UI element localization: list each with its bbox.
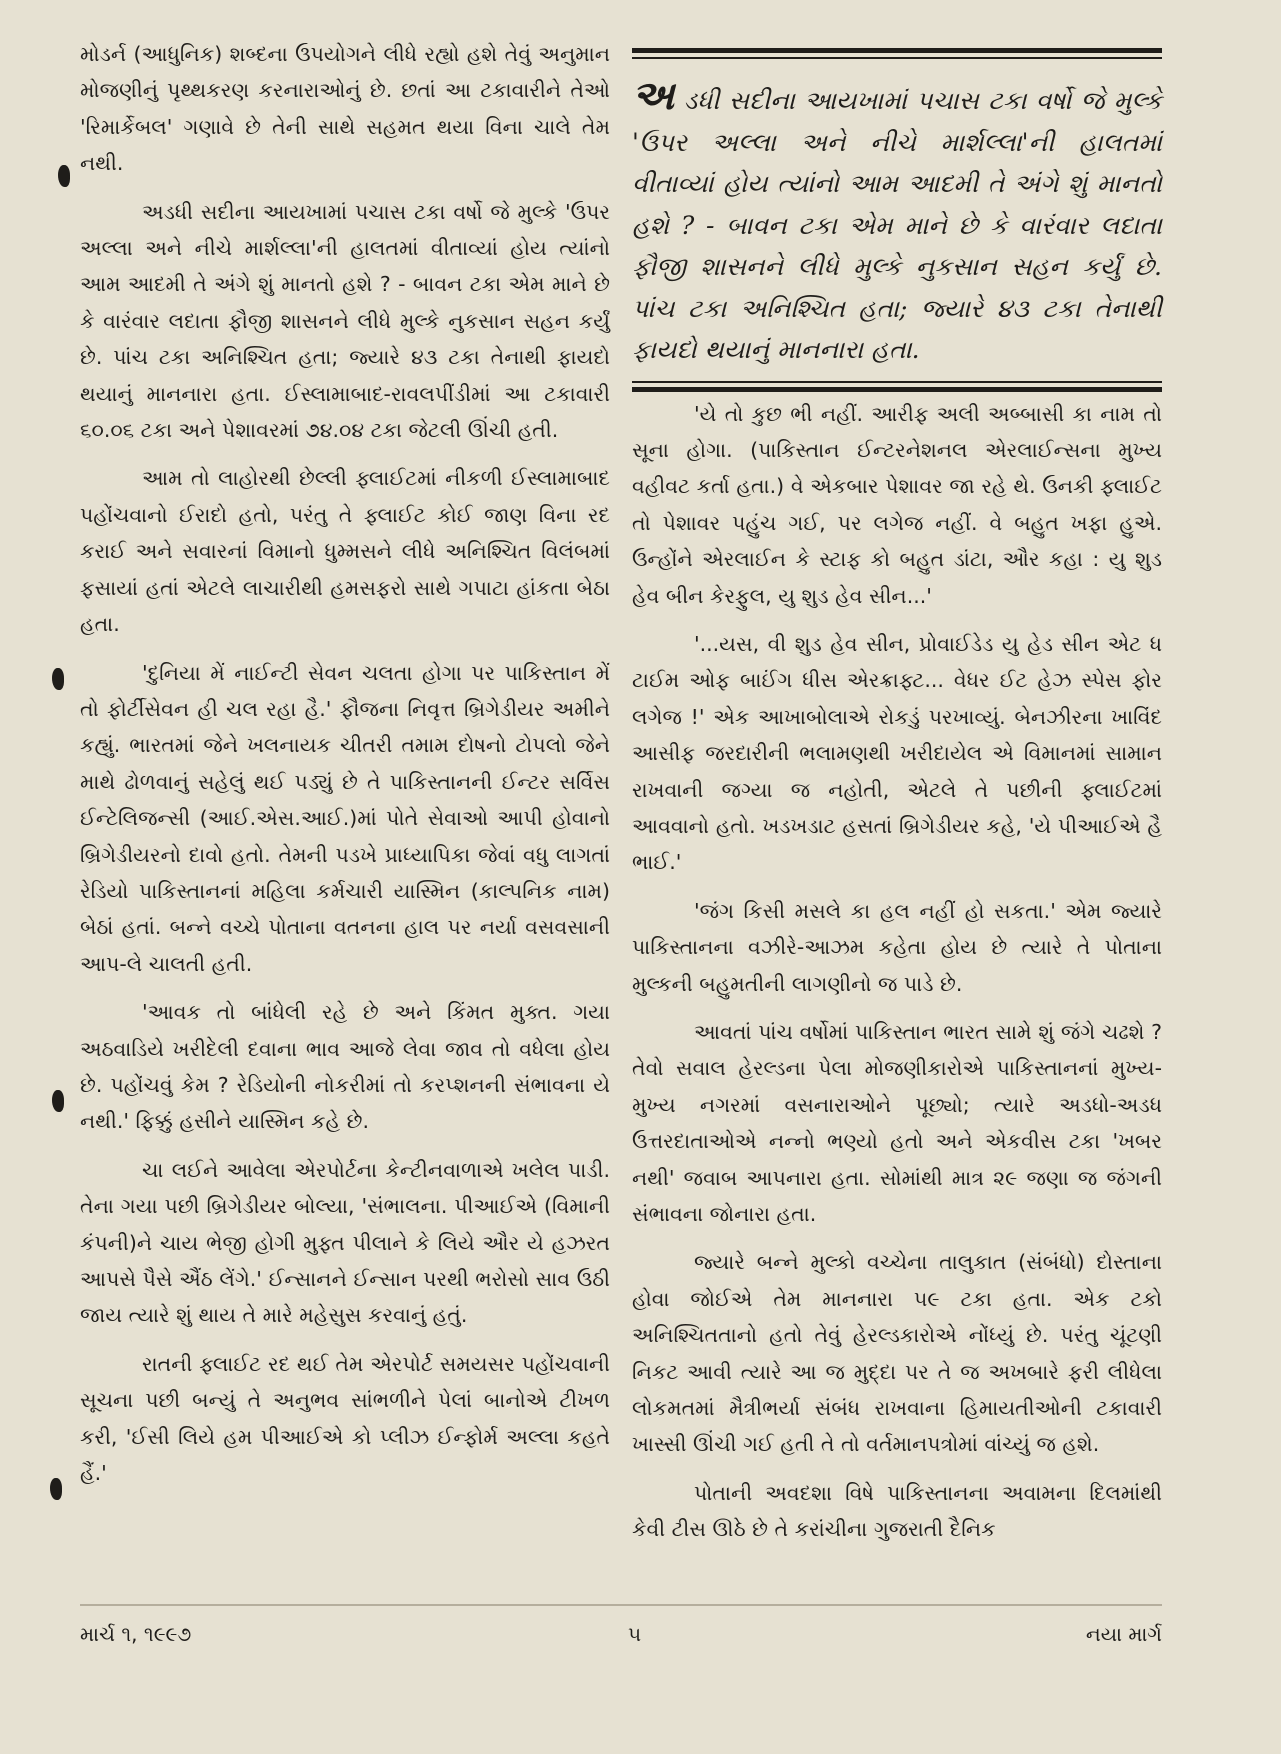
right-column-body [632,396,1162,1548]
page-number: ૫ [628,1622,642,1646]
right-paragraph-4: આવતાં પાંચ વર્ષોમાં પાકિસ્તાન ભારત સામે શું જંગે ચઢશે ? તેવો સવાલ હેરલ્ડના પેલા મોજણીકારોએ પાકિસ્તાનનાં મુખ્ય-મુખ્ય નગરમાં વસનારાઓને પૂછ્યો; ત્યારે અડધો-અડધ ઉત્તરદાતાઓએ નન્નો ભણ્યો હતો અને એકવીસ ટકા 'ખબર નથી' જવાબ આપનારા હતા. સોમાંથી માત્ર ૨૯ જણા જ જંગની સંભાવના જોનારા હતા. [632,1020,1162,1227]
magazine-name: નયા માર્ગ [1085,1622,1162,1646]
pullquote [632,59,1162,381]
left-paragraph-1: મોડર્ન (આધુનિક) શબ્દના ઉપયોગને લીધે રહ્યો હશે તેવું અનુમાન મોજણીનું પૃથ્થકરણ કરનારાઓનું છે. છતાં આ ટકાવારીને તેઓ 'રિમાર્કેબલ' ગણાવે છે તેની સાથે સહમત થયા વિના ચાલે તેમ નથી. [80,42,610,176]
pullquote-drop-letter: અ [632,72,675,119]
pullquote-text: ડધી સદીના આયખામાં પચાસ ટકા વર્ષો જે મુલ્કે 'ઉપર અલ્લા અને નીચે માર્શલ્લા'ની હાલતમાં વીતાવ્યાં હોય ત્યાંનો આમ આદમી તે અંગે શું માનતો હશે ? - બાવન ટકા એમ માને છે કે વારંવાર લદાતા ફૌજી શાસનને લીધે મુલ્કે નુકસાન સહન કર્યું છે. પાંચ ટકા અનિશ્ચિત હતા; જ્યારે ૪૩ ટકા તેનાથી ફાયદો થયાનું માનનારા હતા. [632,86,1163,364]
right-column [632,36,1162,1560]
right-paragraph-2: '...યસ, વી શુડ હેવ સીન, પ્રોવાઈડેડ યુ હેડ સીન એટ ધ ટાઈમ ઓફ બાઈંગ ધીસ એરક્રાફ્ટ... વેધર ઈટ હેઝ સ્પેસ ફોર લગેજ !' એક આખાબોલાએ રોકડું પરખાવ્યું. બેનઝીરના ખાવિંદ આસીફ જરદારીની ભલામણથી ખરીદાયેલ એ વિમાનમાં સામાન રાખવાની જગ્યા જ નહોતી, એટલે તે પછીની ફ્લાઈટમાં આવવાનો હતો. ખડખડાટ હસતાં બ્રિગેડીયર કહે, 'યે પીઆઈએ હૈ ભાઈ.' [632,631,1162,875]
left-paragraph-6: ચા લઈને આવેલા એરપોર્ટના કેન્ટીનવાળાએ ખલેલ પાડી. તેના ગયા પછી બ્રિગેડીયર બોલ્યા, 'સંભાલના. પીઆઈએ (વિમાની કંપની)ને ચાય ભેજી હોગી મુફ્ત પીલાને કે લિયે ઔર યે હઝરત આપસે પૈસે ઐંઠ લેંગે.' ઈન્સાનને ઈન્સાન પરથી ભરોસો સાવ ઉઠી જાય ત્યારે શું થાય તે મારે મહેસુસ કરવાનું હતું. [80,1157,610,1328]
left-paragraph-4: 'દુનિયા મેં નાઈન્ટી સેવન ચલતા હોગા પર પાકિસ્તાન મેં તો ફોર્ટીસેવન હી ચલ રહા હૈ.' ફૌજના નિવૃત્ત બ્રિગેડીયર અમીને કહ્યું. ભારતમાં જેને ખલનાયક ચીતરી તમામ દોષનો ટોપલો જેને માથે ઢોળવાનું સહેલું થઈ પડ્યું છે તે પાકિસ્તાનની ઈન્ટર સર્વિસ ઈન્ટેલિજન્સી (આઈ.એસ.આઈ.)માં પોતે સેવાઓ આપી હોવાનો બ્રિગેડીયરનો દાવો હતો. તેમની પડખે પ્રાધ્યાપિકા જેવાં વધુ લાગતાં રેડિયો પાકિસ્તાનનાં મહિલા કર્મચારી યાસ્મિન (કાલ્પનિક નામ) બેઠાં હતાં. બન્ને વચ્ચે પોતાના વતનના હાલ પર નર્યા વસવસાની આપ-લે ચાલતી હતી. [80,660,610,976]
left-paragraph-5: 'આવક તો બાંધેલી રહે છે અને કિંમત મુક્ત. ગયા અઠવાડિયે ખરીદેલી દવાના ભાવ આજે લેવા જાવ તો વધેલા હોય છે. પહોંચવું કેમ ? રેડિયોની નોકરીમાં તો કરપ્શનની સંભાવના યે નથી.' ફિક્કું હસીને યાસ્મિન કહે છે. [80,1000,610,1134]
issue-date: માર્ચ ૧, ૧૯૯૭ [80,1622,192,1646]
right-paragraph-6: પોતાની અવદશા વિષે પાકિસ્તાનના અવામના દિલમાંથી કેવી ટીસ ઊઠે છે તે કરાંચીના ગુજરાતી દૈનિક [632,1480,1162,1542]
right-paragraph-1: 'યે તો કુછ ભી નહીં. આરીફ અલી અબ્બાસી કા નામ તો સૂના હોગા. (પાકિસ્તાન ઈન્ટરનેશનલ એરલાઈન્સના મુખ્ય વહીવટ કર્તા હતા.) વે એકબાર પેશાવર જા રહે થે. ઉનકી ફ્લાઈટ તો પેશાવર પહુંચ ગઈ, પર લગેજ નહીં. વે બહુત ખફા હુએ. ઉન્હોંને એરલાઈન કે સ્ટાફ કો બહુત ડાંટા, ઔર કહા : યુ શુડ હેવ બીન કેરફુલ, યુ શુડ હેવ સીન...' [632,401,1162,608]
margin-mark [52,1090,64,1112]
margin-mark [58,165,70,187]
page-footer [80,1622,1162,1662]
pullquote-top-rule [632,48,1162,53]
margin-mark [50,1478,62,1500]
footer-divider [80,1604,1162,1606]
right-paragraph-5: જ્યારે બન્ને મુલ્કો વચ્ચેના તાલુકાત (સંબંધો) દોસ્તાના હોવા જોઈએ તેમ માનનારા ૫૯ ટકા હતા. એક ટકો અનિશ્ચિતતાનો હતો તેવું હેરલ્ડકારોએ નોંધ્યું છે. પરંતુ ચૂંટણી નિકટ આવી ત્યારે આ જ મુદ્દા પર તે જ અખબારે ફરી લીધેલા લોકમતમાં મૈત્રીભર્યા સંબંધ રાખવાના હિમાયતીઓની ટકાવારી ખાસ્સી ઊંચી ગઈ હતી તે તો વર્તમાનપત્રોમાં વાંચ્યું જ હશે. [632,1250,1162,1457]
left-paragraph-3: આમ તો લાહોરથી છેલ્લી ફ્લાઈટમાં નીકળી ઈસ્લામાબાદ પહોંચવાનો ઈરાદો હતો, પરંતુ તે ફ્લાઈટ કોઈ જાણ વિના રદ કરાઈ અને સવારનાં વિમાનો ધુમ્મસને લીધે અનિશ્ચિત વિલંબમાં ફસાયાં હતાં એટલે લાચારીથી હમસફરો સાથે ગપાટા હાંકતા બેઠા હતા. [80,466,610,637]
right-paragraph-3: 'જંગ કિસી મસલે કા હલ નહીં હો સકતા.' એમ જ્યારે પાકિસ્તાનના વઝીરે-આઝમ કહેતા હોય છે ત્યારે તે પોતાના મુલ્કની બહુમતીની લાગણીનો જ પાડે છે. [632,898,1162,996]
left-paragraph-2: અડધી સદીના આયખામાં પચાસ ટકા વર્ષો જે મુલ્કે 'ઉપર અલ્લા અને નીચે માર્શલ્લા'ની હાલતમાં વીતાવ્યાં હોય ત્યાંનો આમ આદમી તે અંગે શું માનતો હશે ? - બાવન ટકા એમ માને છે કે વારંવાર લદાતા ફૌજી શાસનને લીધે મુલ્કે નુકસાન સહન કર્યું છે. પાંચ ટકા અનિશ્ચિત હતા; જ્યારે ૪૩ ટકા તેનાથી ફાયદો થયાનું માનનારા હતા. ઈસ્લામાબાદ-રાવલપીંડીમાં આ ટકાવારી ૬૦.૦૬ ટકા અને પેશાવરમાં ૭૪.૦૪ ટકા જેટલી ઊંચી હતી. [80,199,610,443]
left-paragraph-7: રાતની ફ્લાઈટ રદ થઈ તેમ એરપોર્ટ સમયસર પહોંચવાની સૂચના પછી બન્યું તે અનુભવ સાંભળીને પેલાં બાનોએ ટીખળ કરી, 'ઈસી લિયે હમ પીઆઈએ કો પ્લીઝ ઈન્ફોર્મ અલ્લા કહતે હૈં.' [80,1351,610,1486]
pullquote-bottom-rule-thin [632,381,1162,383]
margin-mark [52,668,64,690]
pullquote-bottom-rule [632,387,1162,392]
left-column [80,36,610,1503]
